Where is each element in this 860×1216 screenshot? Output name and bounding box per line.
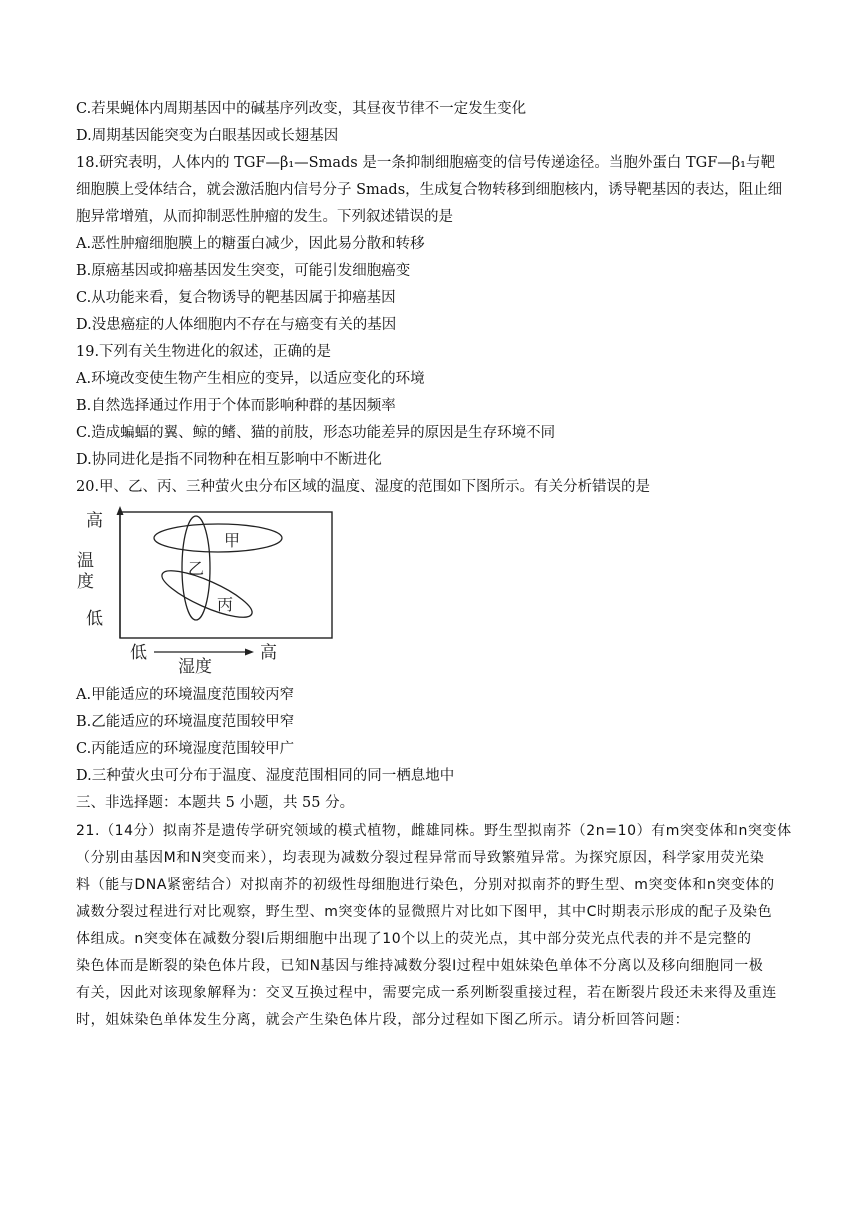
q17-option-d: D.周期基因能突变为白眼基因或长翅基因	[76, 128, 339, 144]
y-axis-low-label: 低	[86, 609, 103, 629]
q21-paragraph	[76, 818, 792, 1034]
firefly-distribution-figure	[74, 506, 336, 676]
q18-stem-line-3: 胞异常增殖，从而抑制恶性肿瘤的发生。下列叙述错误的是	[76, 209, 453, 225]
q18-option-b: B.原癌基因或抑癌基因发生突变，可能引发细胞癌变	[76, 263, 411, 279]
label-bing: 丙	[217, 595, 234, 614]
range-ellipse-bing	[157, 562, 257, 626]
q21-line-5: 体组成。n突变体在减数分裂Ⅰ后期细胞中出现了10个以上的荧光点，其中部分荧光点代表的并不是完整的	[76, 931, 752, 947]
q17-option-c: C.若果蝇体内周期基因中的碱基序列改变，其昼夜节律不一定发生变化	[76, 101, 527, 117]
q19-option-a: A.环境改变使生物产生相应的变异，以适应变化的环境	[76, 371, 425, 387]
temperature-axis-arrow	[117, 506, 124, 515]
q21-line-8: 时，姐妹染色单体发生分离，就会产生染色体片段，部分过程如下图乙所示。请分析回答问题：	[76, 1012, 690, 1028]
q21-line-7: 有关，因此对该现象解释为：交叉互换过程中，需要完成一系列断裂重接过程，若在断裂片段还未来得及重连	[76, 985, 777, 1001]
label-yi: 乙	[188, 559, 205, 578]
q21-line-6: 染色体而是断裂的染色体片段，已知N基因与维持减数分裂Ⅰ过程中姐妹染色单体不分离以及移向细胞同一极	[76, 958, 764, 974]
y-axis-high-label: 高	[86, 511, 103, 531]
q20-stem: 20.甲、乙、丙、三种萤火虫分布区域的温度、湿度的范围如下图所示。有关分析错误的是	[76, 479, 651, 495]
q21-line-4: 减数分裂过程进行对比观察，野生型、m突变体的显微照片对比如下图甲，其中C时期表示形成的配子及染色	[76, 904, 773, 920]
x-axis-low-label: 低	[130, 643, 147, 663]
label-jia: 甲	[224, 531, 241, 550]
q18-option-c: C.从功能来看，复合物诱导的靶基因属于抑癌基因	[76, 290, 396, 306]
q19-option-d: D.协同进化是指不同物种在相互影响中不断进化	[76, 452, 382, 468]
q20-option-c: C.丙能适应的环境湿度范围较甲广	[76, 741, 295, 757]
q19-option-b: B.自然选择通过作用于个体而影响种群的基因频率	[76, 398, 396, 414]
section-3-heading: 三、非选择题：本题共 5 小题，共 55 分。	[76, 795, 355, 811]
q19-option-c: C.造成蝙蝠的翼、鲸的鳍、猫的前肢，形态功能差异的原因是生存环境不同	[76, 425, 556, 441]
q19-stem: 19.下列有关生物进化的叙述，正确的是	[76, 344, 332, 360]
q18-stem-line-2: 细胞膜上受体结合，就会激活胞内信号分子 Smads，生成复合物转移到细胞核内，诱导靶基因的表达，阻止细	[76, 182, 783, 198]
q21-line-1: 21.（14分）拟南芥是遗传学研究领域的模式植物，雌雄同株。野生型拟南芥（2n=10）有m突变体和n突变体	[76, 823, 792, 839]
y-axis-title-char-2: 度	[77, 572, 94, 592]
q18-option-d: D.没患癌症的人体细胞内不存在与癌变有关的基因	[76, 317, 397, 333]
q20-option-a: A.甲能适应的环境温度范围较丙窄	[76, 687, 295, 703]
q21-line-2: （分别由基因M和N突变而来），均表现为减数分裂过程异常而导致繁殖异常。为探究原因，科学家用荧光染	[76, 850, 765, 866]
x-axis-high-label: 高	[260, 643, 277, 663]
q21-line-3: 料（能与DNA紧密结合）对拟南芥的初级性母细胞进行染色，分别对拟南芥的野生型、m突变体和n突变体的	[76, 877, 775, 893]
range-ellipse-jia	[154, 524, 282, 552]
q20-option-d: D.三种萤火虫可分布于温度、湿度范围相同的同一栖息地中	[76, 768, 455, 784]
y-axis-title-char-1: 温	[77, 551, 94, 571]
q18-stem-line-1: 18.研究表明，人体内的 TGF—β₁—Smads 是一条抑制细胞癌变的信号传递途径。当胞外蛋白 TGF—β₁与靶	[76, 155, 775, 171]
q20-option-b: B.乙能适应的环境温度范围较甲窄	[76, 714, 295, 730]
q18-option-a: A.恶性肿瘤细胞膜上的糖蛋白减少，因此易分散和转移	[76, 236, 425, 252]
humidity-axis-arrow	[245, 649, 254, 656]
x-axis-title: 湿度	[178, 657, 212, 676]
